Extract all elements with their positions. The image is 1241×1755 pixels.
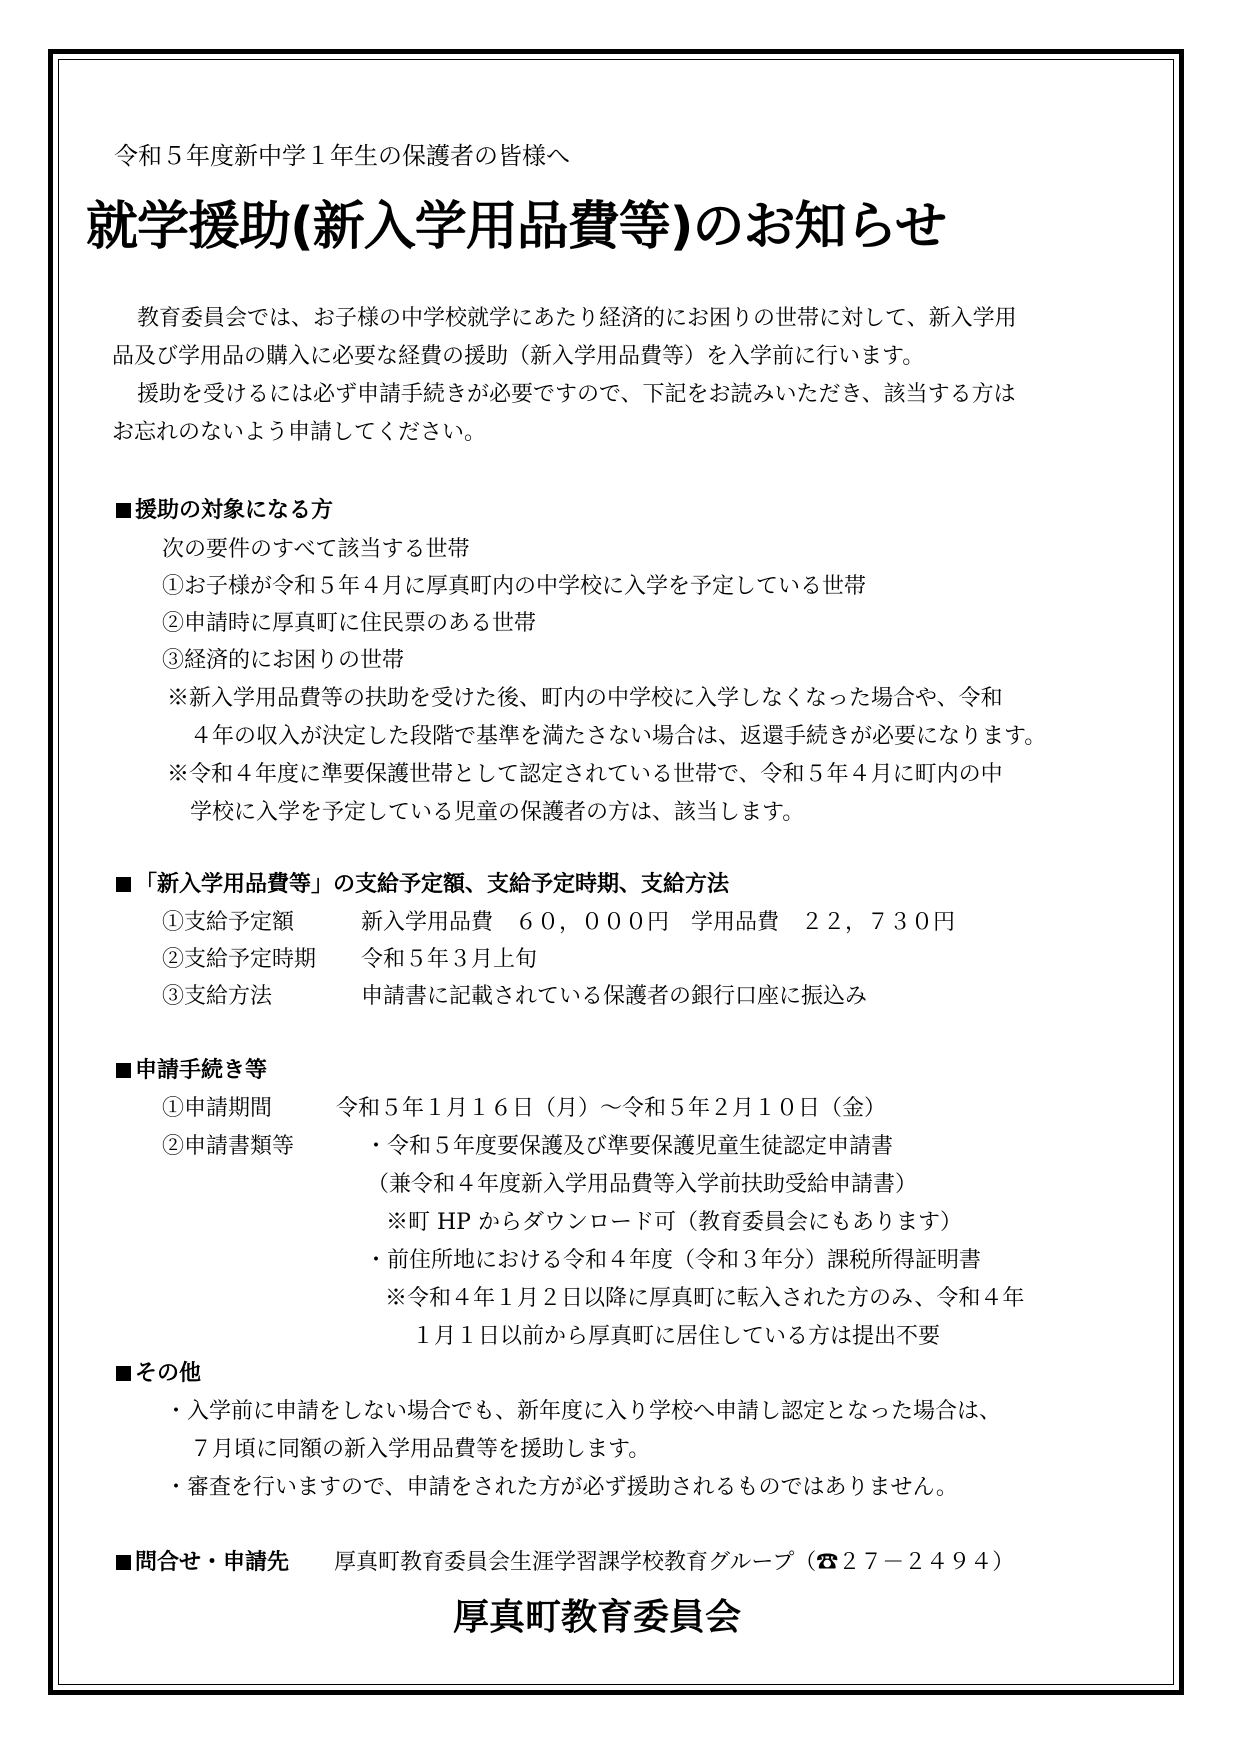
application-doc: ※令和４年１月２日以降に厚真町に転入された方のみ、令和４年 xyxy=(385,1286,1025,1311)
square-bullet-icon xyxy=(116,877,131,892)
payment-label: ③支給方法 xyxy=(162,984,273,1009)
eligibility-item: ③経済的にお困りの世帯 xyxy=(162,648,405,673)
application-period-label: ①申請期間 xyxy=(162,1096,273,1121)
payment-label: ②支給予定時期 xyxy=(162,947,317,972)
application-doc: ・令和５年度要保護及び準要保護児童生徒認定申請書 xyxy=(365,1134,894,1159)
application-docs-label: ②申請書類等 xyxy=(162,1134,295,1159)
application-doc: ・前住所地における令和４年度（令和３年分）課税所得証明書 xyxy=(365,1248,982,1273)
payment-value: 申請書に記載されている保護者の銀行口座に振込み xyxy=(361,984,868,1009)
eligibility-lead: 次の要件のすべて該当する世帯 xyxy=(162,537,470,562)
section-heading-eligibility: 援助の対象になる方 xyxy=(116,500,333,522)
square-bullet-icon xyxy=(116,503,131,518)
issuer-name: 厚真町教育委員会 xyxy=(453,1597,742,1638)
notice-title: 就学援助(新入学用品費等)のお知らせ xyxy=(86,197,946,257)
section-heading-application: 申請手続き等 xyxy=(116,1060,267,1082)
other-line: ７月頃に同額の新入学用品費等を援助します。 xyxy=(190,1437,651,1462)
payment-value: 新入学用品費 ６０，０００円 学用品費 ２２，７３０円 xyxy=(361,910,956,935)
square-bullet-icon xyxy=(116,1063,131,1078)
intro-line: 品及び学用品の購入に必要な経費の援助（新入学用品費等）を入学前に行います。 xyxy=(112,344,925,369)
application-doc: （兼令和４年度新入学用品費等入学前扶助受給申請書） xyxy=(367,1172,918,1197)
square-bullet-icon xyxy=(116,1555,131,1570)
section-heading-payment: 「新入学用品費等」の支給予定額、支給予定時期、支給方法 xyxy=(116,874,729,896)
application-doc: ※町 HP からダウンロード可（教育委員会にもあります） xyxy=(386,1210,962,1235)
application-doc: １月１日以前から厚真町に居住している方は提出不要 xyxy=(412,1324,941,1349)
eligibility-note: ※令和４年度に準要保護世帯として認定されている世帯で、令和５年４月に町内の中 xyxy=(167,762,1003,787)
eligibility-item: ②申請時に厚真町に住民票のある世帯 xyxy=(162,611,537,636)
intro-line: 援助を受けるには必ず申請手続きが必要ですので、下記をお読みいただき、該当する方は xyxy=(137,382,1016,407)
application-period-value: 令和５年１月１６日（月）～令和５年２月１０日（金） xyxy=(336,1096,887,1121)
intro-line: 教育委員会では、お子様の中学校就学にあたり経済的にお困りの世帯に対して、新入学用 xyxy=(137,306,1017,331)
eligibility-note: ※新入学用品費等の扶助を受けた後、町内の中学校に入学しなくなった場合や、令和 xyxy=(167,686,1003,711)
payment-label: ①支給予定額 xyxy=(162,910,295,935)
other-line: ・審査を行いますので、申請をされた方が必ず援助されるものではありません。 xyxy=(165,1475,958,1500)
square-bullet-icon xyxy=(116,1366,131,1381)
eligibility-item: ①お子様が令和５年４月に厚真町内の中学校に入学を予定している世帯 xyxy=(162,574,867,599)
other-line: ・入学前に申請をしない場合でも、新年度に入り学校へ申請し認定となった場合は、 xyxy=(165,1399,1002,1424)
section-heading-contact: 問合せ・申請先 xyxy=(116,1552,289,1574)
notice-subtitle: 令和５年度新中学１年生の保護者の皆様へ xyxy=(114,142,570,170)
eligibility-note: 学校に入学を予定している児童の保護者の方は、該当します。 xyxy=(190,800,805,825)
eligibility-note: ４年の収入が決定した段階で基準を満たさない場合は、返還手続きが必要になります。 xyxy=(190,724,1047,749)
intro-line: お忘れのないよう申請してください。 xyxy=(112,420,487,445)
payment-value: 令和５年３月上旬 xyxy=(361,947,538,972)
contact-value: 厚真町教育委員会生涯学習課学校教育グループ（☎２７－２４９４） xyxy=(334,1550,1015,1575)
section-heading-other: その他 xyxy=(116,1363,201,1385)
